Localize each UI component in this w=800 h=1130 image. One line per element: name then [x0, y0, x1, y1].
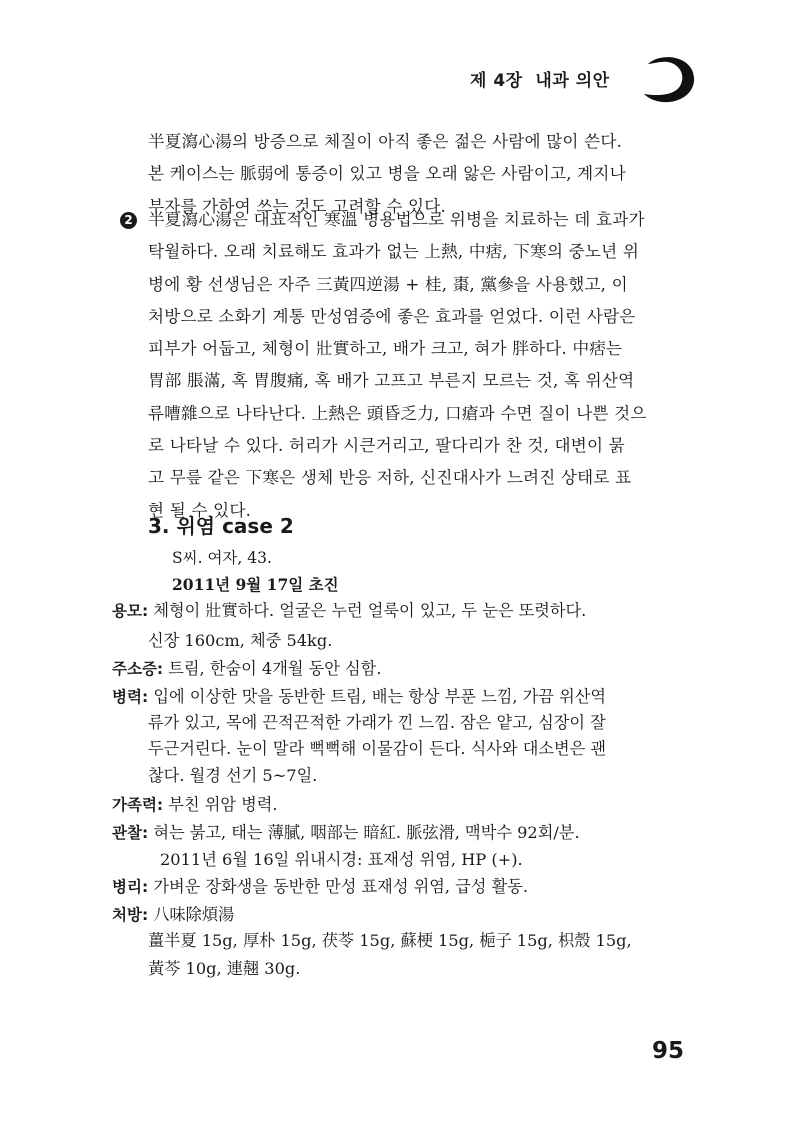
history-row — [112, 683, 606, 707]
brush-stroke-icon — [640, 50, 700, 110]
history-text: 입에 이상한 맛을 동반한 트림, 배는 항상 부푼 느낌, 가끔 위산역 — [153, 687, 606, 706]
text-line: 胃部 脹滿, 혹 胃腹痛, 혹 배가 고프고 부른지 모르는 것, 혹 위산역 — [148, 371, 635, 391]
page-number: 95 — [652, 1038, 685, 1064]
complaint-label: 주소증: — [112, 660, 164, 678]
history-text: 찮다. 월경 선기 5~7일. — [148, 766, 318, 785]
text-line: 본 케이스는 脈弱에 통증이 있고 병을 오래 앓은 사람이고, 계지나 — [148, 164, 626, 184]
point-2-paragraph — [148, 204, 647, 527]
text-line: 탁월하다. 오래 치료해도 효과가 없는 上熱, 中痞, 下寒의 중노년 위 — [148, 242, 640, 262]
prescription-name: 八味除煩湯 — [153, 905, 235, 924]
history-label: 병력: — [112, 688, 149, 706]
text-line: 피부가 어둡고, 체형이 壯實하고, 배가 크고, 혀가 胖하다. 中痞는 — [148, 339, 623, 359]
text-line: 병에 황 선생님은 자주 三黃四逆湯 + 桂, 棗, 黨參을 사용했고, 이 — [148, 274, 628, 294]
pathology-label: 병리: — [112, 878, 149, 896]
complaint-row — [112, 655, 381, 679]
family-history-text: 부친 위암 병력. — [168, 795, 278, 814]
number-badge: 2 — [120, 212, 137, 229]
pathology-row — [112, 873, 528, 897]
exam-row — [112, 819, 580, 843]
text-line: 류嘈雜으로 나타난다. 上熱은 頭昏乏力, 口瘡과 수면 질이 나쁜 것으 — [148, 403, 647, 423]
text-line: 半夏瀉心湯의 방증으로 체질이 아직 좋은 젊은 사람에 많이 쓴다. — [148, 132, 623, 151]
appearance-row — [112, 597, 586, 621]
text-line: 부자를 가하여 쓰는 것도 고려할 수 있다. — [148, 196, 446, 216]
text-line: 半夏瀉心湯은 대표적인 寒溫 병용법으로 위병을 치료하는 데 효과가 — [148, 210, 645, 229]
exam-label: 관찰: — [112, 824, 149, 842]
family-history-row — [112, 791, 278, 815]
running-header — [470, 58, 730, 102]
herbs-line: 黃芩 10g, 連翹 30g. — [148, 959, 301, 978]
complaint-text: 트림, 한숨이 4개월 동안 심함. — [168, 659, 382, 678]
pathology-text: 가벼운 장화생을 동반한 만성 표재성 위염, 급성 활동. — [153, 877, 529, 896]
history-text: 두근거린다. 눈이 말라 뻑뻑해 이물감이 든다. 식사와 대소변은 괜 — [148, 739, 607, 758]
appearance-text: 체형이 壯實하다. 얼굴은 누런 얼룩이 있고, 두 눈은 또렷하다. — [153, 601, 587, 620]
patient-info: S씨. 여자, 43. — [172, 549, 272, 567]
prescription-row — [112, 901, 234, 925]
visit-date: 2011년 9월 17일 초진 — [172, 575, 339, 594]
appearance-label: 용모: — [112, 602, 149, 620]
herbs-line: 薑半夏 15g, 厚朴 15g, 茯苓 15g, 蘇梗 15g, 梔子 15g, 枳殼 15g, — [148, 931, 632, 950]
prescription-label: 처방: — [112, 906, 149, 924]
endoscopy-text: 2011년 6월 16일 위내시경: 표재성 위염, HP (+). — [160, 850, 523, 869]
history-text: 류가 있고, 목에 끈적끈적한 가래가 낀 느낌. 잠은 얕고, 심장이 잘 — [148, 713, 606, 732]
text-line: 처방으로 소화기 계통 만성염증에 좋은 효과를 얻었다. 이런 사람은 — [148, 306, 636, 326]
chapter-title: 제 4장 내과 의안 — [470, 71, 610, 91]
text-line: 로 나타날 수 있다. 허리가 시큰거리고, 팔다리가 찬 것, 대변이 묽 — [148, 436, 625, 456]
family-history-label: 가족력: — [112, 796, 164, 814]
appearance-text-2: 신장 160cm, 체중 54kg. — [148, 631, 333, 650]
exam-text: 혀는 붉고, 태는 薄膩, 咽部는 暗紅. 脈弦滑, 맥박수 92회/분. — [153, 823, 580, 842]
text-line: 고 무릎 같은 下寒은 생체 반응 저하, 신진대사가 느려진 상태로 표 — [148, 468, 632, 488]
text-line: 현 될 수 있다. — [148, 500, 252, 520]
section-heading: 3. 위염 case 2 — [148, 514, 294, 538]
